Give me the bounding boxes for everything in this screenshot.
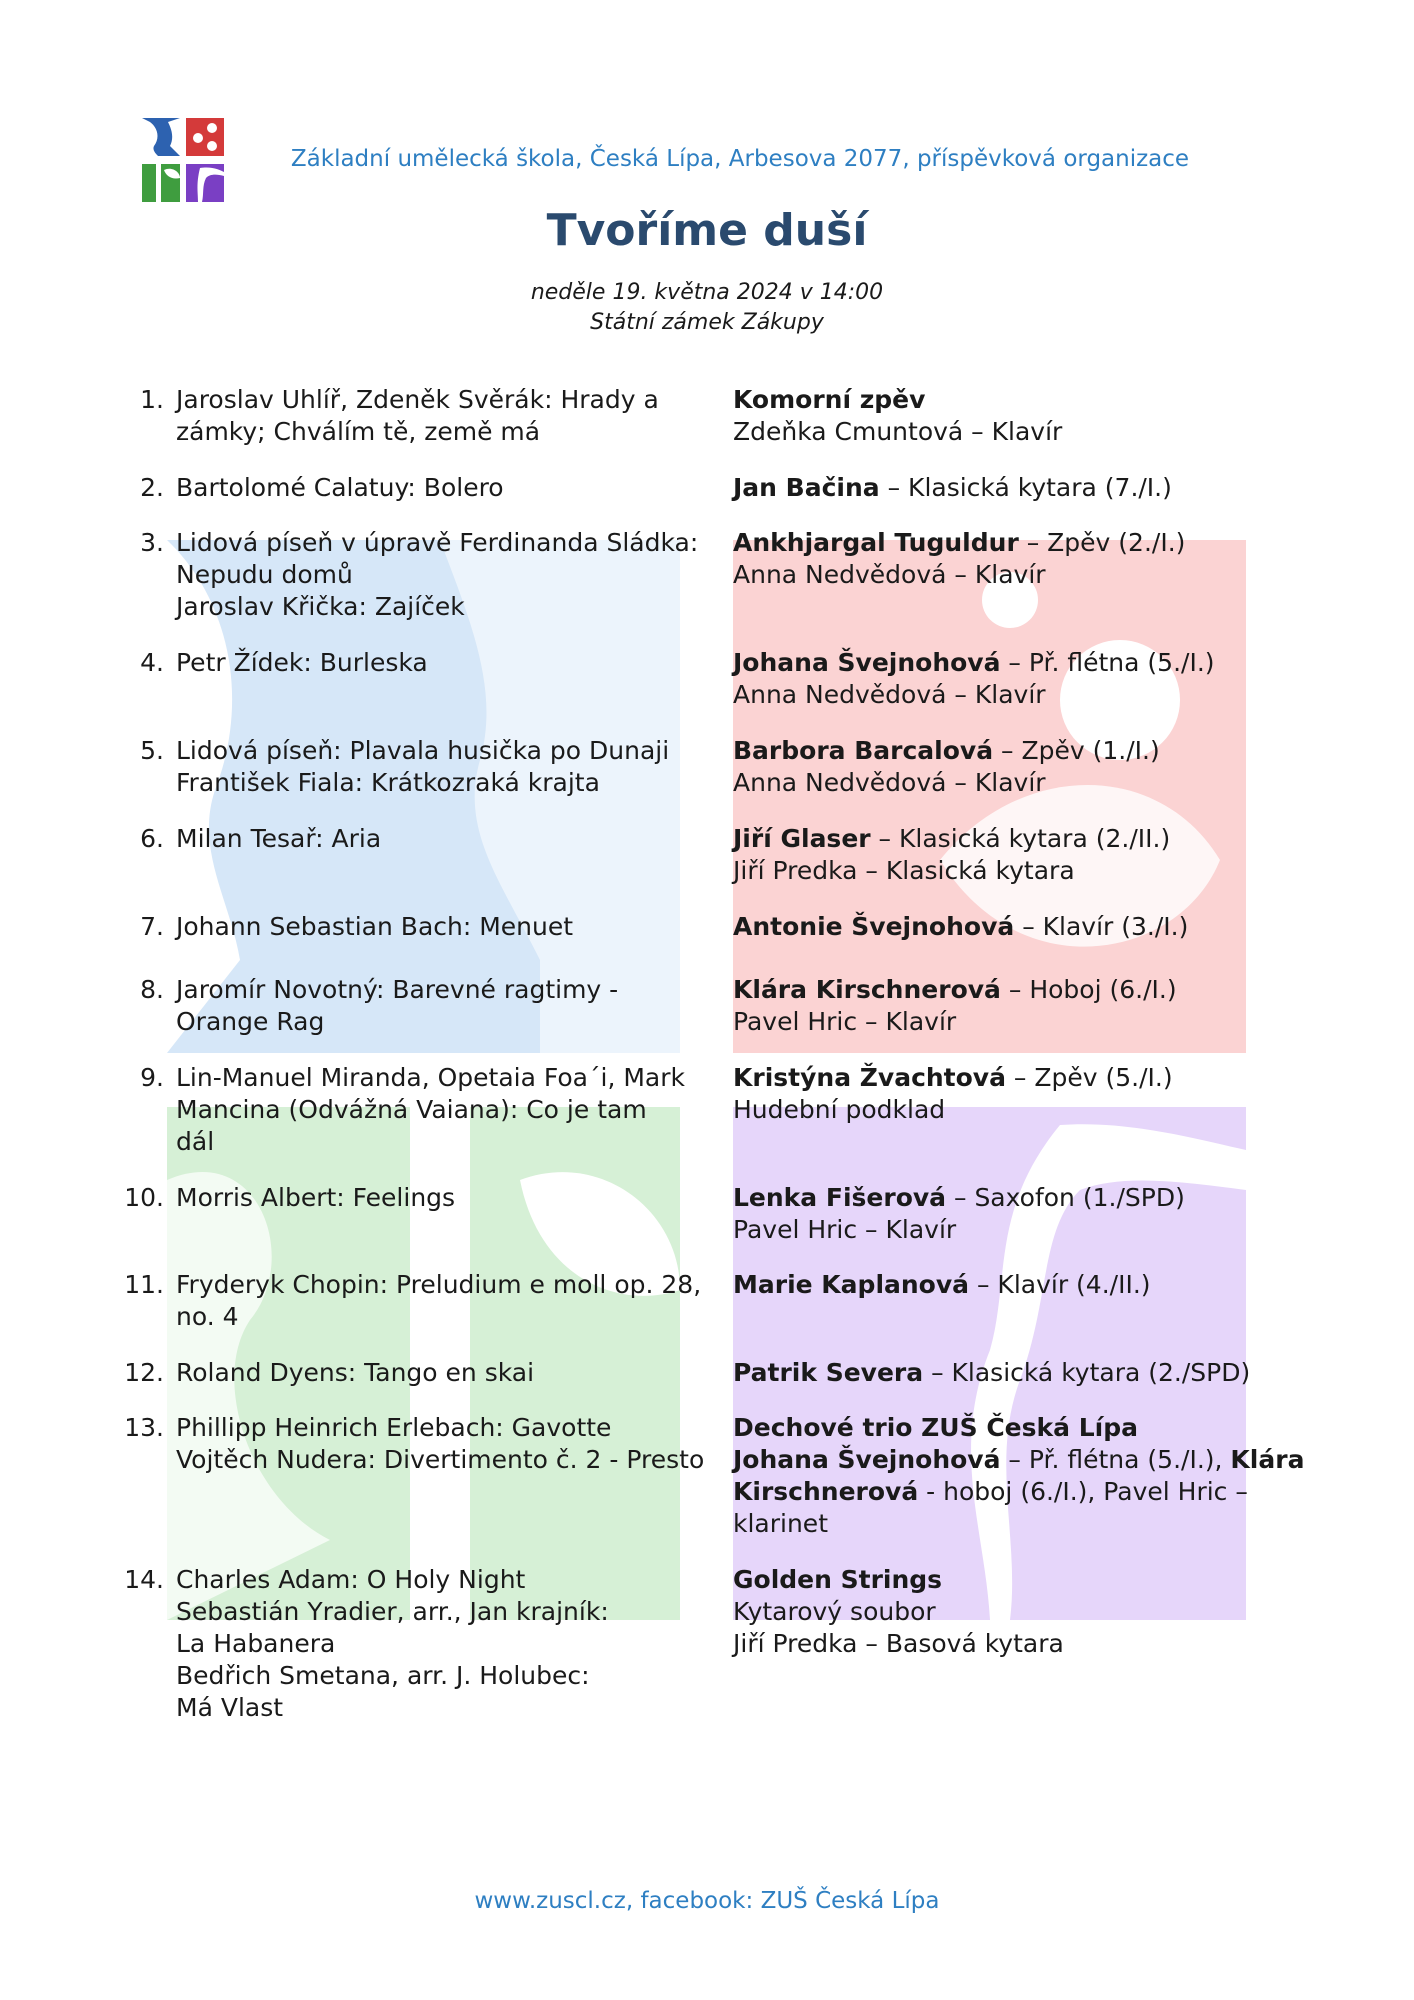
event-info bbox=[0, 278, 1414, 338]
item-composition: Jaromír Novotný: Barevné ragtimy - Orange Rag bbox=[176, 975, 619, 1036]
footer-contact[interactable]: www.zuscl.cz, facebook: ZUŠ Česká Lípa bbox=[474, 1888, 940, 1914]
item-number: 8. bbox=[140, 975, 164, 1004]
item-composition: Bartolomé Calatuy: Bolero bbox=[176, 473, 504, 502]
item-composition: Lin-Manuel Miranda, Opetaia Foa´i, Mark Mancina (Odvážná Vaiana): Co je tam dál bbox=[176, 1063, 685, 1156]
item-composition: Lidová píseň v úpravě Ferdinanda Sládka: Nepudu domů Jaroslav Křička: Zajíček bbox=[176, 528, 699, 621]
item-composition: Roland Dyens: Tango en skai bbox=[176, 1358, 535, 1387]
page-title: Tvoříme duší bbox=[546, 205, 868, 256]
item-performer: Marie Kaplanová – Klavír (4./II.) bbox=[733, 1270, 1151, 1299]
item-composition: Charles Adam: O Holy Night Sebastián Yradier, arr., Jan krajník: La Habanera Bedřich Smetana, arr. J. Holubec: Má Vlast bbox=[176, 1565, 609, 1722]
item-performer: Klára Kirschnerová – Hoboj (6./I.) Pavel Hric – Klavír bbox=[733, 975, 1177, 1036]
item-performer: Ankhjargal Tuguldur – Zpěv (2./I.) Anna Nedvědová – Klavír bbox=[733, 528, 1186, 589]
item-number: 14. bbox=[124, 1565, 164, 1594]
item-number: 11. bbox=[124, 1270, 164, 1299]
item-performer: Jiří Glaser – Klasická kytara (2./II.) Jiří Predka – Klasická kytara bbox=[733, 824, 1171, 885]
item-number: 6. bbox=[140, 824, 164, 853]
item-composition: Lidová píseň: Plavala husička po Dunaji František Fiala: Krátkozraká krajta bbox=[176, 736, 670, 797]
item-performer: Jan Bačina – Klasická kytara (7./I.) bbox=[733, 473, 1172, 502]
item-number: 12. bbox=[124, 1358, 164, 1387]
item-performer: Johana Švejnohová – Př. flétna (5./I.) Anna Nedvědová – Klavír bbox=[733, 648, 1215, 709]
item-composition: Milan Tesař: Aria bbox=[176, 824, 382, 853]
item-composition: Morris Albert: Feelings bbox=[176, 1183, 456, 1212]
item-number: 7. bbox=[140, 912, 164, 941]
item-performer: Barbora Barcalová – Zpěv (1./I.) Anna Nedvědová – Klavír bbox=[733, 736, 1160, 797]
item-composition: Phillipp Heinrich Erlebach: Gavotte Vojtěch Nudera: Divertimento č. 2 - Presto bbox=[176, 1413, 705, 1474]
event-venue: Státní zámek Zákupy bbox=[590, 310, 824, 335]
item-number: 1. bbox=[140, 385, 164, 414]
item-composition: Petr Žídek: Burleska bbox=[176, 648, 428, 677]
item-performer: Kristýna Žvachtová – Zpěv (5./I.) Hudební podklad bbox=[733, 1063, 1173, 1124]
item-number: 13. bbox=[124, 1413, 164, 1442]
item-composition: Fryderyk Chopin: Preludium e moll op. 28, no. 4 bbox=[176, 1270, 702, 1331]
item-composition: Jaroslav Uhlíř, Zdeněk Svěrák: Hrady a zámky; Chválím tě, země má bbox=[176, 385, 659, 446]
event-date: neděle 19. května 2024 v 14:00 bbox=[530, 280, 884, 305]
item-composition: Johann Sebastian Bach: Menuet bbox=[176, 912, 574, 941]
item-number: 4. bbox=[140, 648, 164, 677]
school-logo bbox=[142, 118, 224, 202]
item-number: 10. bbox=[124, 1183, 164, 1212]
school-name: Základní umělecká škola, Česká Lípa, Arbesova 2077, příspěvková organizace bbox=[290, 146, 1190, 172]
item-number: 5. bbox=[140, 736, 164, 765]
item-performer: Patrik Severa – Klasická kytara (2./SPD) bbox=[733, 1358, 1251, 1387]
item-performer: Antonie Švejnohová – Klavír (3./I.) bbox=[733, 912, 1189, 941]
item-number: 2. bbox=[140, 473, 164, 502]
item-number: 3. bbox=[140, 528, 164, 557]
item-performer: Golden Strings Kytarový soubor Jiří Predka – Basová kytara bbox=[733, 1565, 1064, 1658]
item-number: 9. bbox=[140, 1063, 164, 1092]
item-performer: Lenka Fišerová – Saxofon (1./SPD) Pavel Hric – Klavír bbox=[733, 1183, 1185, 1244]
item-performer: Komorní zpěv Zdeňka Cmuntová – Klavír bbox=[733, 385, 1063, 446]
item-performer: Dechové trio ZUŠ Česká Lípa Johana Švejnohová – Př. flétna (5./I.), Klára Kirschnerová - hoboj (6./I.), Pavel Hric – klarinet bbox=[733, 1413, 1305, 1538]
